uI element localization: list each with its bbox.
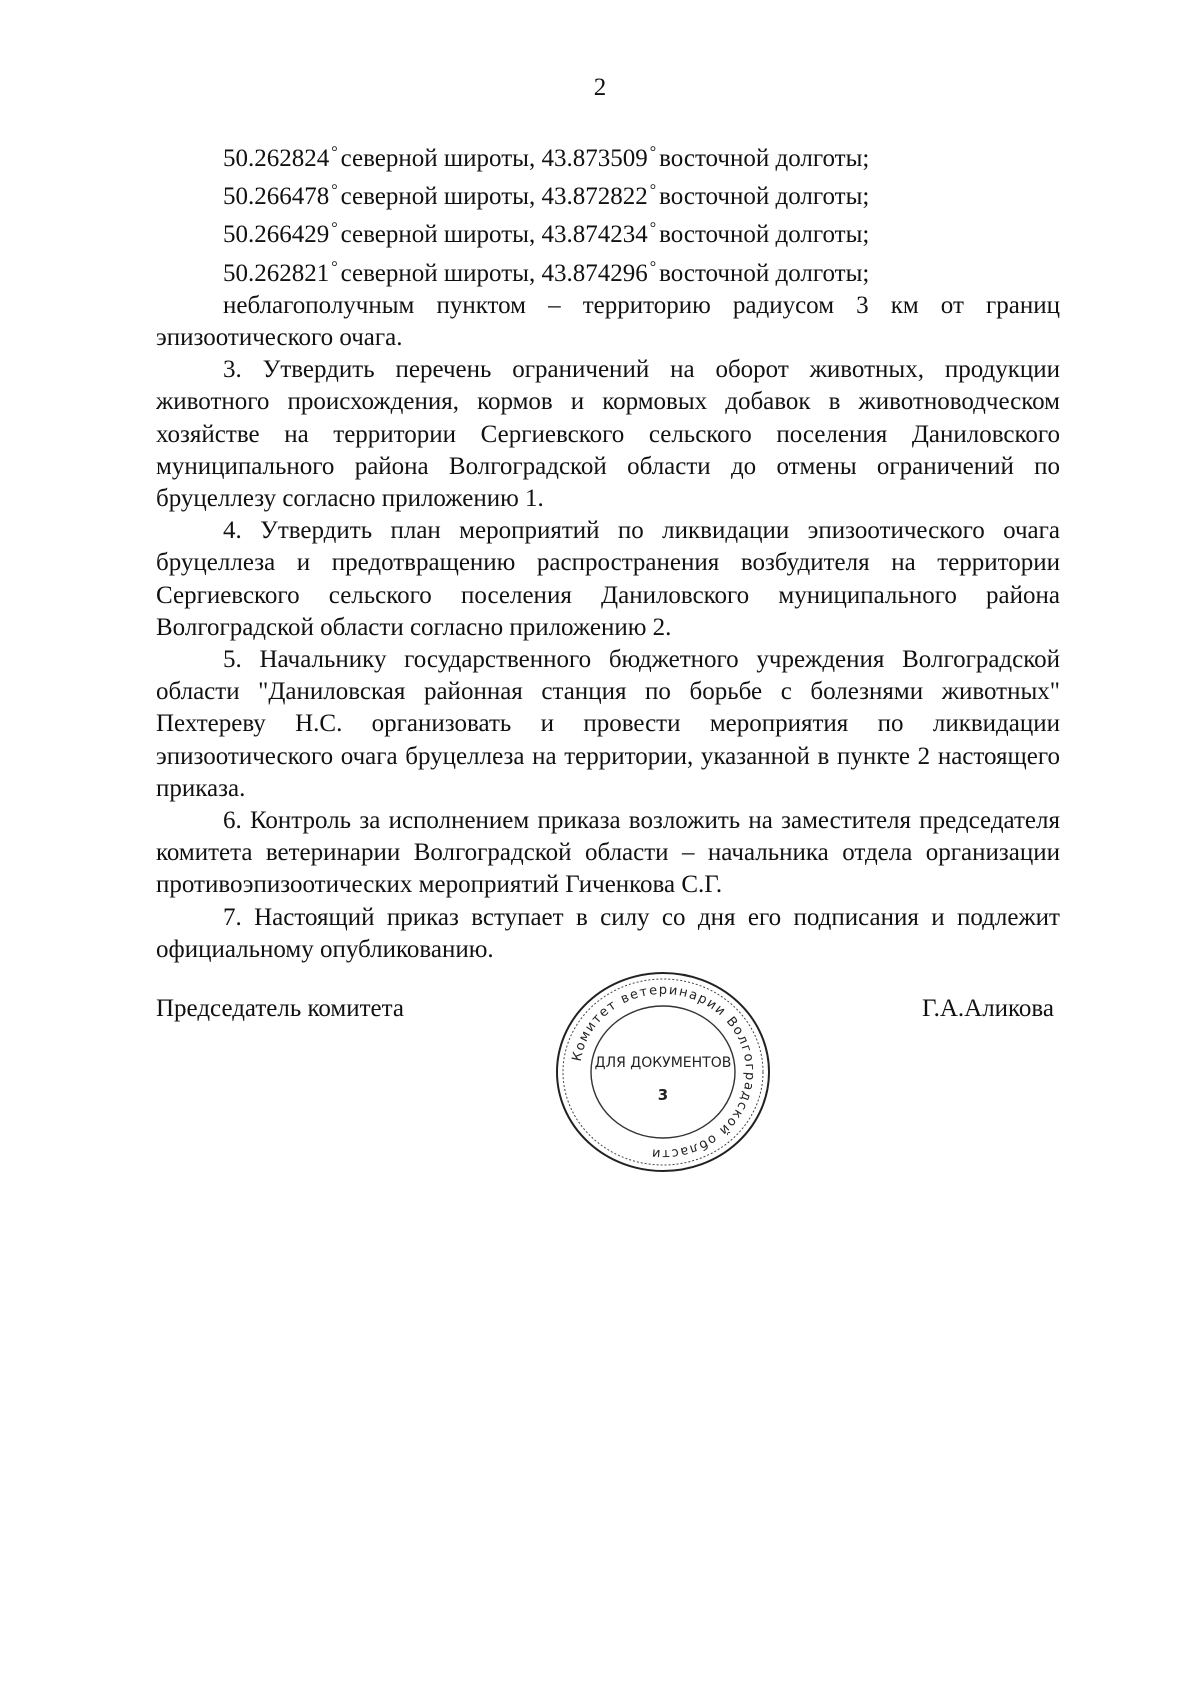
page-number: 2	[593, 74, 607, 101]
latitude-value: 50.262821	[223, 259, 330, 287]
latitude-label: северной широты,	[340, 183, 536, 211]
latitude-label: северной широты,	[340, 145, 536, 172]
paragraph-unfavorable-point: неблагополучным пунктом – территорию радиусом 3 км от границ эпизоотического очага.	[156, 291, 1060, 352]
signatory-position: Председатель комитета	[156, 995, 404, 1022]
latitude-label: северной широты,	[340, 221, 536, 249]
degree-symbol: °	[649, 182, 657, 200]
paragraph-item-7: 7. Настоящий приказ вступает в силу со дня его подписания и подлежит официальному опубликованию.	[156, 903, 1060, 963]
longitude-value: 43.872822	[541, 183, 648, 211]
signatory-name: Г.А.Аликова	[921, 995, 1054, 1022]
coordinate-line	[156, 175, 1060, 213]
paragraph-item-5: 5. Начальнику государственного бюджетного учреждения Волгоградской области "Даниловская районная станция по борьбе с болезнями животных" Пехтереву Н.С. организовать и провести мероприятия по ликвидации эпизоотического очага бруцеллеза на территории, указанной в пункте 2 настоящего приказа.	[156, 646, 1060, 802]
degree-symbol: °	[331, 182, 338, 200]
latitude-value: 50.266478	[223, 183, 330, 211]
document-body	[156, 137, 1060, 966]
degree-symbol: °	[331, 144, 338, 161]
longitude-value: 43.874296	[541, 259, 648, 287]
latitude-label: северной широты,	[340, 259, 536, 287]
svg-text:Комитет ветеринарии Волгоградс	[570, 983, 757, 1161]
latitude-value: 50.262824	[223, 145, 330, 172]
seal-center-text: ДЛЯ ДОКУМЕНТОВ	[594, 1055, 732, 1071]
coordinate-line	[156, 213, 1060, 251]
longitude-label: восточной долготы;	[659, 183, 870, 211]
seal-number: 3	[657, 1086, 669, 1104]
paragraph-item-3: 3. Утвердить перечень ограничений на оборот животных, продукции животного происхождения, кормов и кормовых добавок в животноводческом хозяйстве на территории Сергиевского сельского поселения Даниловского муниципального района Волгоградской области до отмены ограничений по бруцеллезу согласно приложению 1.	[156, 356, 1060, 513]
degree-symbol: °	[331, 220, 338, 238]
longitude-value: 43.874234	[541, 221, 648, 249]
coordinate-line	[156, 137, 1060, 175]
longitude-label: восточной долготы;	[659, 259, 870, 287]
degree-symbol: °	[649, 220, 657, 238]
paragraph-item-4: 4. Утвердить план мероприятий по ликвидации эпизоотического очага бруцеллеза и предотвращению распространения возбудителя на территории Сергиевского сельского поселения Даниловского муниципального района Волгоградской области согласно приложению 2.	[156, 517, 1060, 641]
longitude-value: 43.873509	[541, 145, 648, 172]
latitude-value: 50.266429	[223, 221, 330, 249]
degree-symbol: °	[649, 258, 657, 276]
degree-symbol: °	[649, 144, 657, 161]
longitude-label: восточной долготы;	[659, 145, 870, 172]
official-seal	[551, 968, 775, 1176]
degree-symbol: °	[331, 258, 338, 276]
coordinate-line	[156, 252, 1060, 290]
paragraph-item-6: 6. Контроль за исполнением приказа возложить на заместителя председателя комитета ветеринарии Волгоградской области – начальника отдела организации противоэпизоотических мероприятий Гиченкова С.Г.	[156, 807, 1060, 899]
longitude-label: восточной долготы;	[659, 221, 870, 249]
seal-ring-text: Комитет ветеринарии Волгоградской области	[569, 982, 758, 1162]
